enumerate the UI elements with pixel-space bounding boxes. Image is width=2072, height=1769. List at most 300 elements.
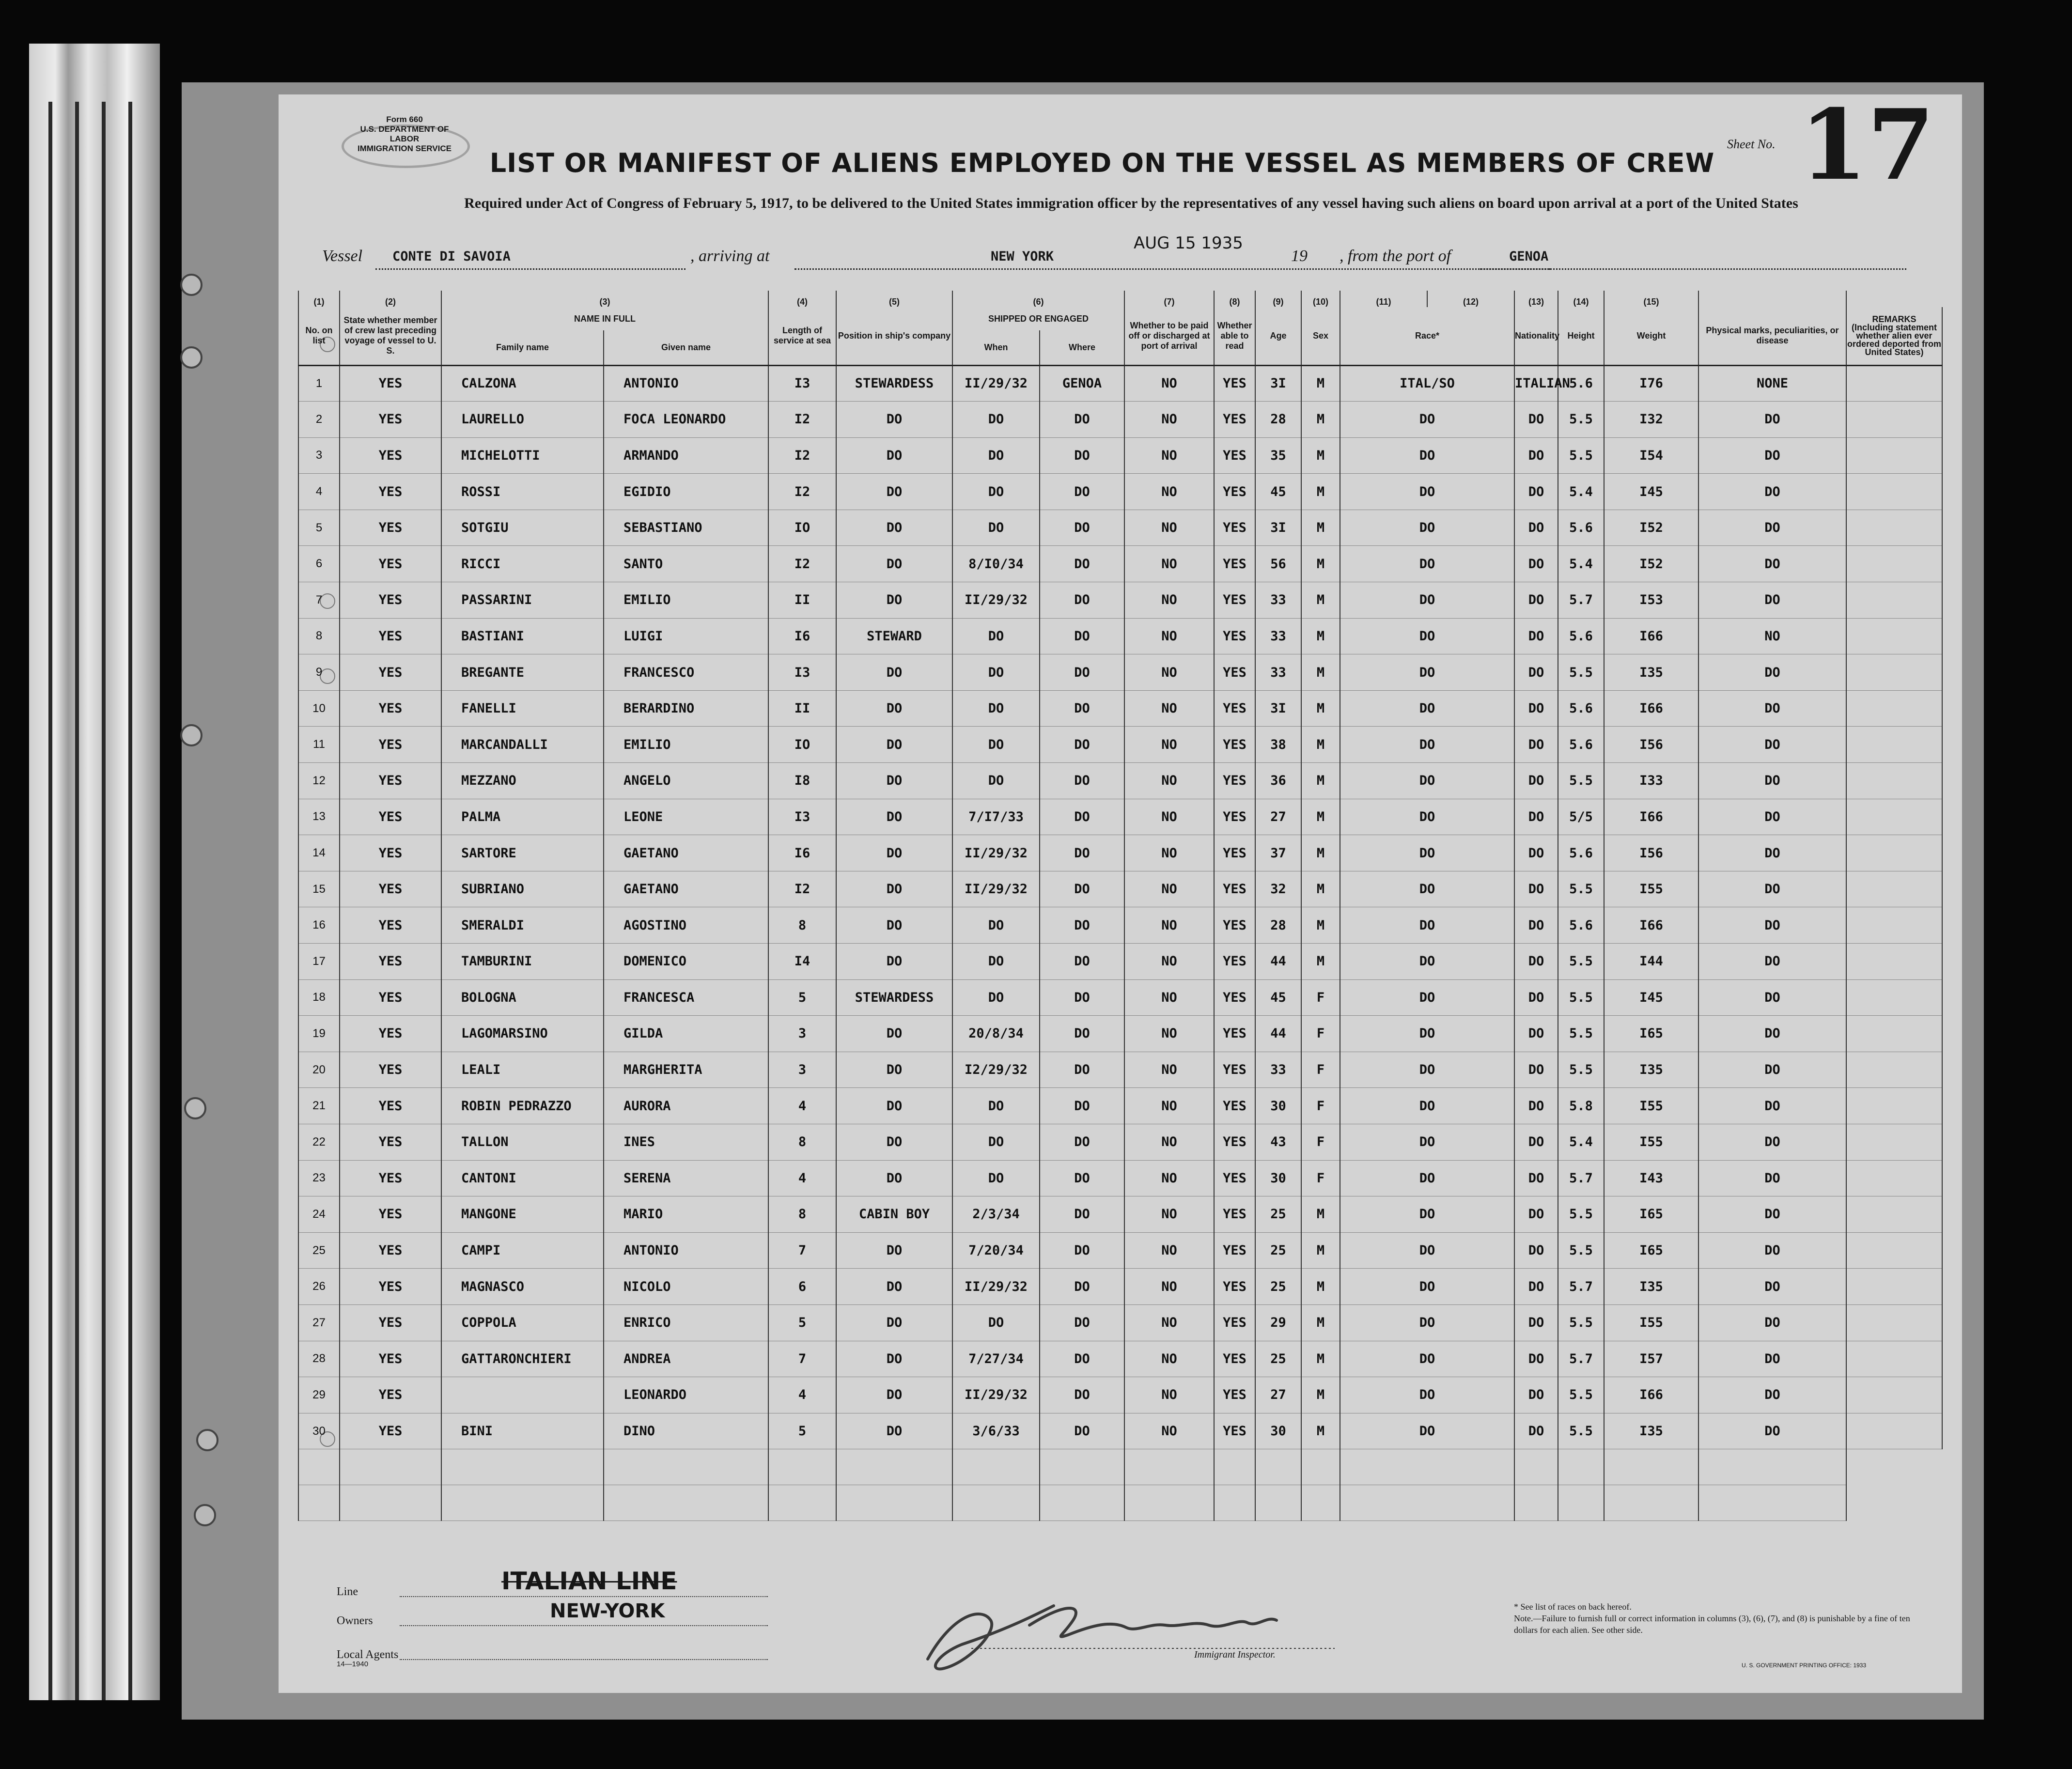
- cell-read: YES: [1214, 763, 1255, 799]
- col-num-12: (12): [1427, 291, 1514, 307]
- cell-nat: DO: [1514, 546, 1558, 582]
- cell-nat: DO: [1514, 1304, 1558, 1341]
- header-given-name: Given name: [604, 330, 768, 365]
- cell-where: DO: [1040, 907, 1124, 944]
- cell-height: 5/5: [1558, 799, 1604, 835]
- cell-family: PASSARINI: [441, 582, 604, 619]
- cell-marks: NONE: [1698, 365, 1846, 402]
- cell-height: 5.7: [1558, 1341, 1604, 1377]
- arriving-label: , arriving at: [690, 247, 770, 265]
- cell-no: 14: [298, 835, 340, 871]
- cell-when: II/29/32: [952, 1269, 1040, 1305]
- cell-position: CABIN BOY: [836, 1196, 952, 1233]
- cell-sex: M: [1301, 654, 1340, 691]
- cell-prev: YES: [340, 1016, 441, 1052]
- cell-no: 4: [298, 474, 340, 510]
- cell-read: YES: [1214, 1196, 1255, 1233]
- table-row: [298, 365, 1942, 402]
- cell-nat: DO: [1514, 799, 1558, 835]
- table-row: [298, 907, 1942, 944]
- cell-sex: M: [1301, 618, 1340, 654]
- cell-given: DOMENICO: [604, 944, 768, 980]
- cell-when: DO: [952, 1160, 1040, 1196]
- cell-remarks: [1846, 690, 1942, 727]
- cell-marks: DO: [1698, 835, 1846, 871]
- cell-where: DO: [1040, 799, 1124, 835]
- blank-cell: [1124, 1485, 1214, 1521]
- cell-service: I3: [768, 799, 836, 835]
- cell-family: SUBRIANO: [441, 871, 604, 907]
- remarks-note: (Including statement whether alien ever ordered deported from United States): [1847, 322, 1942, 357]
- cell-paid: NO: [1124, 654, 1214, 691]
- cell-height: 5.8: [1558, 1088, 1604, 1124]
- cell-paid: NO: [1124, 907, 1214, 944]
- table-row: [298, 582, 1942, 619]
- cell-when: II/29/32: [952, 582, 1040, 619]
- cell-age: 36: [1255, 763, 1301, 799]
- blank-row: [298, 1485, 1942, 1521]
- subtitle: Required under Act of Congress of February 5, 1917, to be delivered to the United States immigration officer by the representatives of any vessel having such aliens on board upon arrival at a port of the United States: [464, 195, 1798, 211]
- cell-weight: I35: [1604, 1052, 1698, 1088]
- cell-position: DO: [836, 835, 952, 871]
- header-weight: Weight: [1604, 307, 1698, 365]
- cell-prev: YES: [340, 582, 441, 619]
- binder-strip: [128, 102, 132, 1700]
- blank-cell: [836, 1485, 952, 1521]
- cell-given: AURORA: [604, 1088, 768, 1124]
- cell-prev: YES: [340, 1269, 441, 1305]
- col-num-14: (14): [1558, 291, 1604, 307]
- cell-service: I6: [768, 618, 836, 654]
- cell-height: 5.7: [1558, 582, 1604, 619]
- cell-service: I4: [768, 944, 836, 980]
- blank-cell: [1604, 1449, 1698, 1485]
- cell-prev: YES: [340, 1052, 441, 1088]
- blank-cell: [1340, 1485, 1514, 1521]
- cell-marks: DO: [1698, 1304, 1846, 1341]
- cell-height: 5.5: [1558, 1052, 1604, 1088]
- cell-nat: DO: [1514, 1124, 1558, 1160]
- cell-marks: DO: [1698, 907, 1846, 944]
- cell-age: 29: [1255, 1304, 1301, 1341]
- cell-race: DO: [1340, 582, 1514, 619]
- table-row: [298, 510, 1942, 546]
- cell-age: 25: [1255, 1196, 1301, 1233]
- blank-cell: [1255, 1485, 1301, 1521]
- dotted-rule: [375, 268, 685, 270]
- cell-family: COPPOLA: [441, 1304, 604, 1341]
- cell-nat: DO: [1514, 1232, 1558, 1269]
- cell-where: DO: [1040, 944, 1124, 980]
- cell-position: DO: [836, 1304, 952, 1341]
- cell-paid: NO: [1124, 1232, 1214, 1269]
- cell-age: 25: [1255, 1269, 1301, 1305]
- cell-service: 4: [768, 1088, 836, 1124]
- cell-sex: M: [1301, 1196, 1340, 1233]
- cell-sex: M: [1301, 727, 1340, 763]
- cell-position: DO: [836, 546, 952, 582]
- cell-age: 3I: [1255, 690, 1301, 727]
- cell-family: BREGANTE: [441, 654, 604, 691]
- cell-position: DO: [836, 654, 952, 691]
- cell-no: 12: [298, 763, 340, 799]
- cell-marks: DO: [1698, 1269, 1846, 1305]
- cell-family: ROBIN PEDRAZZO: [441, 1088, 604, 1124]
- sheet-number: 17: [1800, 88, 1935, 202]
- cell-given: DINO: [604, 1413, 768, 1449]
- cell-position: DO: [836, 582, 952, 619]
- cell-weight: I66: [1604, 1377, 1698, 1413]
- cell-no: 3: [298, 437, 340, 474]
- col-num-15: (15): [1604, 291, 1698, 307]
- cell-position: DO: [836, 402, 952, 438]
- cell-remarks: [1846, 799, 1942, 835]
- cell-remarks: [1846, 546, 1942, 582]
- cell-remarks: [1846, 871, 1942, 907]
- cell-weight: I52: [1604, 510, 1698, 546]
- blank-cell: [298, 1449, 340, 1485]
- table-row: [298, 1124, 1942, 1160]
- table-row: [298, 690, 1942, 727]
- cell-height: 5.5: [1558, 1016, 1604, 1052]
- cell-prev: YES: [340, 546, 441, 582]
- origin-port: GENOA: [1509, 249, 1549, 264]
- table-row: [298, 1269, 1942, 1305]
- cell-where: DO: [1040, 582, 1124, 619]
- cell-weight: I35: [1604, 654, 1698, 691]
- inspector-signature: [908, 1586, 1393, 1674]
- cell-race: DO: [1340, 1124, 1514, 1160]
- cell-marks: DO: [1698, 654, 1846, 691]
- cell-weight: I65: [1604, 1196, 1698, 1233]
- col-num-7: (7): [1124, 291, 1214, 307]
- cell-prev: YES: [340, 474, 441, 510]
- cell-no: 23: [298, 1160, 340, 1196]
- header-name-in-full: NAME IN FULL: [441, 307, 768, 330]
- cell-where: DO: [1040, 654, 1124, 691]
- cell-remarks: [1846, 727, 1942, 763]
- cell-where: DO: [1040, 1232, 1124, 1269]
- cell-paid: NO: [1124, 402, 1214, 438]
- cell-family: SMERALDI: [441, 907, 604, 944]
- cell-service: 8: [768, 1196, 836, 1233]
- cell-given: NICOLO: [604, 1269, 768, 1305]
- cell-service: 8: [768, 1124, 836, 1160]
- cell-family: ROSSI: [441, 474, 604, 510]
- cell-prev: YES: [340, 907, 441, 944]
- cell-where: DO: [1040, 690, 1124, 727]
- cell-where: DO: [1040, 871, 1124, 907]
- cell-remarks: [1846, 1160, 1942, 1196]
- cell-read: YES: [1214, 474, 1255, 510]
- cell-family: TAMBURINI: [441, 944, 604, 980]
- cell-sex: F: [1301, 1160, 1340, 1196]
- cell-nat: DO: [1514, 727, 1558, 763]
- table-row: [298, 835, 1942, 871]
- cell-weight: I45: [1604, 474, 1698, 510]
- cell-height: 5.7: [1558, 1269, 1604, 1305]
- cell-paid: NO: [1124, 582, 1214, 619]
- agents-form-number: 14—1940: [337, 1660, 369, 1668]
- cell-where: DO: [1040, 1196, 1124, 1233]
- cell-sex: M: [1301, 1304, 1340, 1341]
- cell-service: I8: [768, 763, 836, 799]
- cell-when: DO: [952, 690, 1040, 727]
- cell-position: STEWARDESS: [836, 979, 952, 1016]
- cell-nat: DO: [1514, 1196, 1558, 1233]
- blank-cell: [1514, 1449, 1558, 1485]
- cell-read: YES: [1214, 799, 1255, 835]
- cell-height: 5.5: [1558, 1304, 1604, 1341]
- cell-no: 24: [298, 1196, 340, 1233]
- cell-height: 5.6: [1558, 365, 1604, 402]
- cell-age: 30: [1255, 1413, 1301, 1449]
- header-no-on-list: No. on list: [298, 307, 340, 365]
- cell-read: YES: [1214, 690, 1255, 727]
- cell-when: DO: [952, 618, 1040, 654]
- cell-service: 5: [768, 1413, 836, 1449]
- cell-no: 10: [298, 690, 340, 727]
- blank-cell: [604, 1449, 768, 1485]
- cell-paid: NO: [1124, 1196, 1214, 1233]
- cell-remarks: [1846, 763, 1942, 799]
- page-title: LIST OR MANIFEST OF ALIENS EMPLOYED ON THE VESSEL AS MEMBERS OF CREW: [489, 148, 1715, 178]
- col-num-remarks: [1698, 291, 1846, 307]
- cell-when: 3/6/33: [952, 1413, 1040, 1449]
- cell-read: YES: [1214, 1304, 1255, 1341]
- cell-read: YES: [1214, 871, 1255, 907]
- cell-read: YES: [1214, 618, 1255, 654]
- dotted-rule: [400, 1659, 768, 1660]
- cell-sex: M: [1301, 763, 1340, 799]
- cell-no: 13: [298, 799, 340, 835]
- blank-cell: [1214, 1449, 1255, 1485]
- cell-family: MEZZANO: [441, 763, 604, 799]
- cell-prev: YES: [340, 799, 441, 835]
- cell-height: 5.5: [1558, 763, 1604, 799]
- cell-prev: YES: [340, 871, 441, 907]
- cell-race: DO: [1340, 1377, 1514, 1413]
- cell-marks: DO: [1698, 1377, 1846, 1413]
- cell-family: TALLON: [441, 1124, 604, 1160]
- cell-age: 45: [1255, 474, 1301, 510]
- cell-given: LEONE: [604, 799, 768, 835]
- cell-paid: NO: [1124, 1052, 1214, 1088]
- cell-paid: NO: [1124, 437, 1214, 474]
- cell-no: 26: [298, 1269, 340, 1305]
- cell-age: 33: [1255, 618, 1301, 654]
- table-row: [298, 871, 1942, 907]
- header-paid-off: Whether to be paid off or discharged at port of arrival: [1124, 307, 1214, 365]
- cell-remarks: [1846, 1016, 1942, 1052]
- cell-race: DO: [1340, 835, 1514, 871]
- dotted-rule: [400, 1596, 768, 1597]
- header-able-to-read: Whether able to read: [1214, 307, 1255, 365]
- col-num-11: (11): [1340, 291, 1427, 307]
- cell-age: 33: [1255, 582, 1301, 619]
- table-row: [298, 1413, 1942, 1449]
- cell-read: YES: [1214, 1341, 1255, 1377]
- cell-given: EGIDIO: [604, 474, 768, 510]
- year-label: 19: [1291, 247, 1308, 265]
- cell-height: 5.5: [1558, 437, 1604, 474]
- cell-given: ANGELO: [604, 763, 768, 799]
- cell-sex: M: [1301, 1413, 1340, 1449]
- cell-position: DO: [836, 1341, 952, 1377]
- cell-marks: DO: [1698, 1413, 1846, 1449]
- cell-paid: NO: [1124, 763, 1214, 799]
- from-label: , from the port of: [1340, 247, 1451, 265]
- header-age: Age: [1255, 307, 1301, 365]
- table-row: [298, 1160, 1942, 1196]
- cell-position: DO: [836, 763, 952, 799]
- cell-where: DO: [1040, 979, 1124, 1016]
- cell-nat: DO: [1514, 474, 1558, 510]
- footer: [337, 1567, 1935, 1688]
- table-row: [298, 1304, 1942, 1341]
- cell-read: YES: [1214, 402, 1255, 438]
- cell-position: DO: [836, 1088, 952, 1124]
- cell-age: 30: [1255, 1088, 1301, 1124]
- col-num-10: (10): [1301, 291, 1340, 307]
- blank-cell: [1698, 1485, 1846, 1521]
- cell-remarks: [1846, 1052, 1942, 1088]
- cell-sex: M: [1301, 1377, 1340, 1413]
- cell-given: INES: [604, 1124, 768, 1160]
- cell-where: DO: [1040, 1341, 1124, 1377]
- cell-marks: DO: [1698, 1160, 1846, 1196]
- cell-family: PALMA: [441, 799, 604, 835]
- cell-service: 5: [768, 1304, 836, 1341]
- remarks-title: REMARKS: [1872, 314, 1916, 324]
- cell-marks: DO: [1698, 1124, 1846, 1160]
- cell-position: DO: [836, 944, 952, 980]
- cell-weight: I52: [1604, 546, 1698, 582]
- cell-read: YES: [1214, 979, 1255, 1016]
- cell-remarks: [1846, 510, 1942, 546]
- binder-ring: [180, 346, 203, 369]
- cell-sex: M: [1301, 835, 1340, 871]
- cell-race: DO: [1340, 1016, 1514, 1052]
- cell-service: 8: [768, 907, 836, 944]
- crew-rows: [298, 365, 1942, 1521]
- cell-position: DO: [836, 907, 952, 944]
- cell-family: CANTONI: [441, 1160, 604, 1196]
- cell-race: DO: [1340, 763, 1514, 799]
- dotted-rule: [400, 1625, 768, 1626]
- cell-no: 11: [298, 727, 340, 763]
- blank-cell: [1558, 1449, 1604, 1485]
- blank-cell: [1340, 1449, 1514, 1485]
- cell-service: I2: [768, 402, 836, 438]
- cell-no: 22: [298, 1124, 340, 1160]
- cell-family: BOLOGNA: [441, 979, 604, 1016]
- cell-when: DO: [952, 510, 1040, 546]
- cell-service: 6: [768, 1269, 836, 1305]
- cell-weight: I35: [1604, 1413, 1698, 1449]
- cell-service: 7: [768, 1232, 836, 1269]
- cell-height: 5.6: [1558, 835, 1604, 871]
- cell-race: DO: [1340, 1413, 1514, 1449]
- cell-position: DO: [836, 510, 952, 546]
- cell-sex: F: [1301, 979, 1340, 1016]
- table-row: [298, 1232, 1942, 1269]
- cell-service: I2: [768, 437, 836, 474]
- col-num-4: (4): [768, 291, 836, 307]
- blank-cell: [1124, 1449, 1214, 1485]
- header-sex: Sex: [1301, 307, 1340, 365]
- cell-remarks: [1846, 835, 1942, 871]
- cell-marks: DO: [1698, 799, 1846, 835]
- cell-family: GATTARONCHIERI: [441, 1341, 604, 1377]
- cell-paid: NO: [1124, 727, 1214, 763]
- cell-height: 5.6: [1558, 618, 1604, 654]
- cell-no: 15: [298, 871, 340, 907]
- cell-age: 28: [1255, 402, 1301, 438]
- cell-family: MANGONE: [441, 1196, 604, 1233]
- cell-marks: NO: [1698, 618, 1846, 654]
- cell-race: DO: [1340, 979, 1514, 1016]
- cell-position: DO: [836, 727, 952, 763]
- blank-cell: [298, 1485, 340, 1521]
- cell-sex: M: [1301, 437, 1340, 474]
- sheet-label: Sheet No.: [1727, 137, 1776, 151]
- header-length-service: Length of service at sea: [768, 307, 836, 365]
- table-row: [298, 618, 1942, 654]
- cell-race: DO: [1340, 799, 1514, 835]
- owners-label: Owners: [337, 1614, 373, 1627]
- cell-age: 33: [1255, 1052, 1301, 1088]
- cell-prev: YES: [340, 727, 441, 763]
- cell-position: DO: [836, 799, 952, 835]
- cell-age: 56: [1255, 546, 1301, 582]
- cell-nat: DO: [1514, 979, 1558, 1016]
- blank-cell: [1214, 1485, 1255, 1521]
- cell-family: MARCANDALLI: [441, 727, 604, 763]
- table-row: [298, 1196, 1942, 1233]
- cell-where: DO: [1040, 510, 1124, 546]
- blank-cell: [340, 1485, 441, 1521]
- dotted-rule: [1480, 268, 1906, 270]
- cell-no: 29: [298, 1377, 340, 1413]
- cell-sex: F: [1301, 1124, 1340, 1160]
- cell-family: LAURELLO: [441, 402, 604, 438]
- cell-read: YES: [1214, 1232, 1255, 1269]
- binder-ring: [180, 274, 203, 296]
- cell-when: II/29/32: [952, 871, 1040, 907]
- cell-age: 30: [1255, 1160, 1301, 1196]
- cell-weight: I33: [1604, 763, 1698, 799]
- cell-where: DO: [1040, 1124, 1124, 1160]
- cell-nat: DO: [1514, 835, 1558, 871]
- cell-prev: YES: [340, 1377, 441, 1413]
- cell-service: I6: [768, 835, 836, 871]
- cell-age: 44: [1255, 1016, 1301, 1052]
- cell-read: YES: [1214, 1377, 1255, 1413]
- cell-paid: NO: [1124, 1341, 1214, 1377]
- cell-nat: DO: [1514, 871, 1558, 907]
- cell-no: 18: [298, 979, 340, 1016]
- header-nationality: Nationality: [1514, 307, 1558, 365]
- col-num-8: (8): [1214, 291, 1255, 307]
- cell-read: YES: [1214, 835, 1255, 871]
- cell-given: MARIO: [604, 1196, 768, 1233]
- cell-service: II: [768, 582, 836, 619]
- cell-given: EMILIO: [604, 582, 768, 619]
- cell-marks: DO: [1698, 582, 1846, 619]
- cell-prev: YES: [340, 654, 441, 691]
- cell-nat: ITALIAN: [1514, 365, 1558, 402]
